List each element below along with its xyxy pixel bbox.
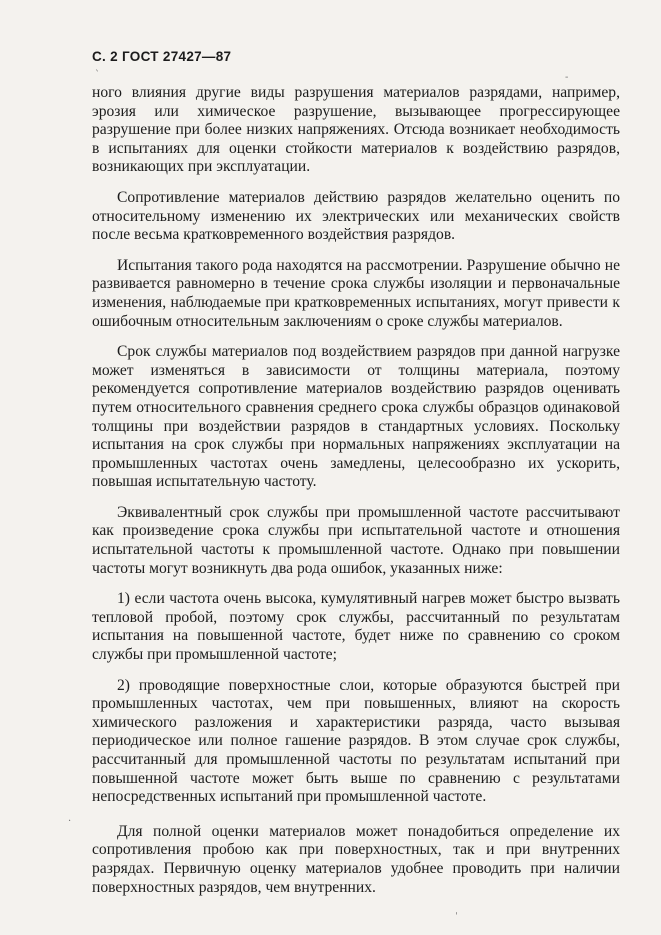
scan-speck: ˈ xyxy=(455,912,458,923)
scan-speck: · xyxy=(68,816,72,827)
list-item-2: 2) проводящие поверхностные слои, которые образуются быстрей при промышленных частотах, чем при повышенных, влияют на скорость химического разложения и характеристики разряда, часто вызывая периодическое или полное гашение разрядов. В этом случае срок службы, рассчитанный для промышленной частоты по результатам испытаний при повышенной частоте может быть выше по сравнению с результатами непосредственных испытаний при промышленной частоте. xyxy=(92,676,620,806)
paragraph-1: ного влияния другие виды разрушения материалов разрядами, например, эрозия или химическое разрушение, вызывающее прогрессирующее разрушение при более низких напряжениях. Отсюда возникает необходимость в испытаниях для оценки стойкости материалов к воздействию разрядов, возникающих при эксплуатации. xyxy=(92,84,620,176)
list-item-1: 1) если частота очень высока, кумулятивный нагрев может быстро вызвать тепловой пробой, поэтому срок службы, рассчитанный по результатам испытания на повышенной частоте, будет ниже по сравнению со сроком службы при промышленной частоте; xyxy=(92,590,620,664)
page-header: С. 2 ГОСТ 27427—87 xyxy=(92,49,232,64)
paragraph-2: Сопротивление материалов действию разрядов желательно оценить по относительному изменению их электрических или механических свойств после весьма кратковременного воздействия разрядов. xyxy=(92,188,620,244)
paragraph-4: Срок службы материалов под воздействием разрядов при данной нагрузке может изменяться в зависимости от толщины материала, поэтому рекомендуется сопротивление материалов воздействию разрядов оценивать путем относительного сравнения среднего срока службы образцов одинаковой толщины при воздействии разрядов в стандартных условиях. Поскольку испытания на срок службы при нормальных напряжениях эксплуатации на промышленных частотах очень замедлены, целесообразно их ускорить, повышая испытательную частоту. xyxy=(92,343,620,491)
scan-speck: - xyxy=(565,72,569,83)
paragraph-6: Для полной оценки материалов может понадобиться определение их сопротивления пробою как при поверхностных, так и при внутренних разрядах. Первичную оценку материалов удобнее проводить при наличии поверхностных разрядов, чем внутренних. xyxy=(92,822,620,896)
paragraph-5: Эквивалентный срок службы при промышленной частоте рассчитывают как произведение срока службы при испытательной частоте и отношения испытательной частоты к промышленной частоте. Однако при повышении частоты могут возникнуть два рода ошибок, указанных ниже: xyxy=(92,503,620,577)
scan-speck: ˋ xyxy=(95,70,100,81)
body-text xyxy=(92,84,620,897)
paragraph-3: Испытания такого рода находятся на рассмотрении. Разрушение обычно не развивается равномерно в течение срока службы изоляции и первоначальные изменения, наблюдаемые при кратковременных испытаниях, могут привести к ошибочным относительным заключениям о сроке службы материалов. xyxy=(92,256,620,330)
